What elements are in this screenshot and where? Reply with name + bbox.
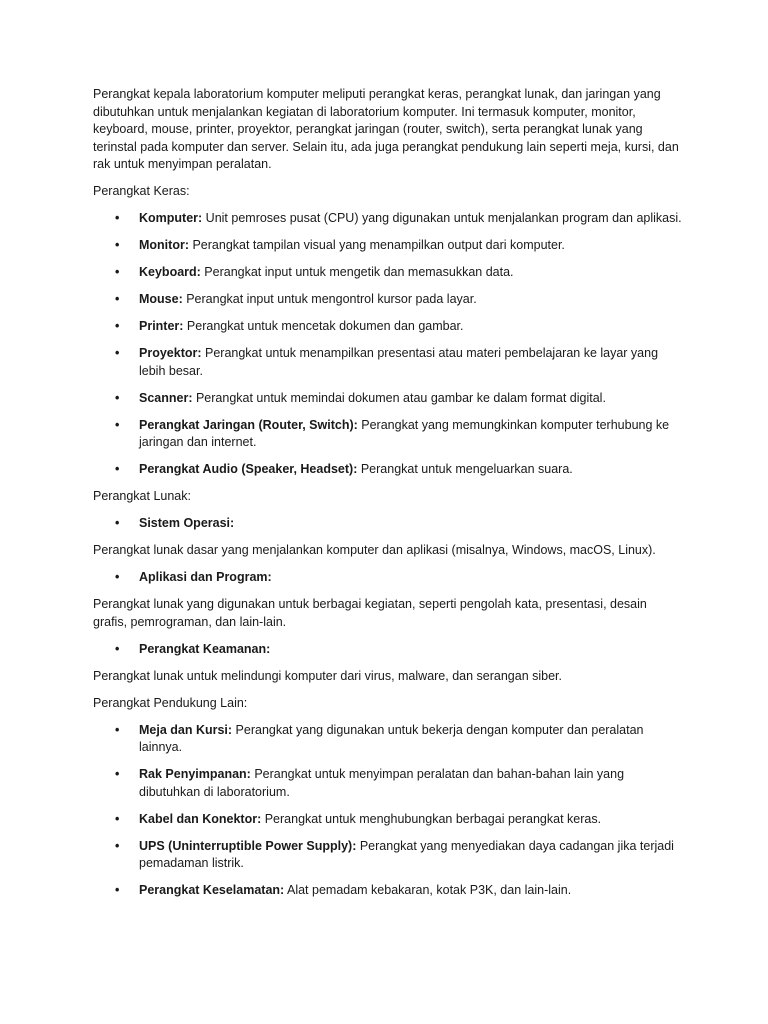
bullet-icon: • <box>115 570 120 584</box>
bullet-icon: • <box>115 238 120 252</box>
item-description: Perangkat yang menyediakan daya cadangan jika terjadi pemadaman listrik. <box>139 838 674 870</box>
item-description: Perangkat untuk menghubungkan berbagai perangkat keras. <box>261 811 602 826</box>
list-item <box>93 237 683 255</box>
support-list <box>93 722 683 900</box>
list-item <box>93 417 683 452</box>
item-term: Mouse: <box>139 292 183 306</box>
item-term: Perangkat Jaringan (Router, Switch): <box>139 417 358 432</box>
bullet-icon: • <box>115 641 120 656</box>
bullet-icon: • <box>115 319 120 333</box>
list-item <box>93 390 683 408</box>
bullet-icon: • <box>115 292 120 306</box>
list-item <box>93 641 683 659</box>
list-item <box>93 766 683 801</box>
bullet-icon: • <box>115 417 120 432</box>
list-item <box>93 882 683 900</box>
item-term: Printer: <box>139 319 184 333</box>
item-term: Scanner: <box>139 390 193 405</box>
list-item <box>93 515 683 533</box>
bullet-icon: • <box>115 390 120 405</box>
item-term: Keyboard: <box>139 265 201 279</box>
item-description: Perangkat untuk mengeluarkan suara. <box>357 462 573 476</box>
bullet-icon: • <box>115 883 120 897</box>
software-list-apps <box>93 569 683 587</box>
hardware-heading: Perangkat Keras: <box>93 184 190 198</box>
item-term: Rak Penyimpanan: <box>139 767 251 781</box>
item-term: Perangkat Keselamatan: <box>139 883 285 897</box>
software-paragraph: Perangkat lunak dasar yang menjalankan komputer dan aplikasi (misalnya, Windows, macOS, Linux). <box>93 543 656 557</box>
intro-paragraph: Perangkat kepala laboratorium komputer meliputi perangkat keras, perangkat lunak, dan jaringan yang dibutuhkan untuk menjalankan kegiatan di laboratorium komputer. Ini termasuk komputer, monitor, keyboard, mouse, printer, proyektor, perangkat jaringan (router, switch), serta perangkat lunak yang terinstal pada komputer dan server. Selain itu, ada juga perangkat pendukung lain seperti meja, kursi, dan rak untuk menyimpan peralatan. <box>93 87 679 171</box>
bullet-icon: • <box>115 462 120 476</box>
item-term: Meja dan Kursi: <box>139 722 233 737</box>
list-item <box>93 264 683 282</box>
software-list-os <box>93 515 683 533</box>
software-paragraph: Perangkat lunak untuk melindungi komputer dari virus, malware, dan serangan siber. <box>93 668 563 683</box>
bullet-icon: • <box>115 722 120 737</box>
item-term: UPS (Uninterruptible Power Supply): <box>139 838 357 853</box>
software-heading: Perangkat Lunak: <box>93 489 191 503</box>
list-item <box>93 569 683 587</box>
item-description: Perangkat input untuk mengetik dan memasukkan data. <box>200 265 514 279</box>
list-item <box>93 291 683 309</box>
item-term: Sistem Operasi: <box>139 516 235 530</box>
list-item <box>93 318 683 336</box>
item-description: Perangkat yang digunakan untuk bekerja dengan komputer dan peralatan lainnya. <box>139 722 644 754</box>
item-description: Perangkat yang memungkinkan komputer terhubung ke jaringan dan internet. <box>139 417 670 449</box>
bullet-icon: • <box>115 211 120 225</box>
bullet-icon: • <box>115 811 120 826</box>
item-description: Perangkat tampilan visual yang menampilkan output dari komputer. <box>188 238 565 252</box>
item-term: Komputer: <box>139 211 203 225</box>
bullet-icon: • <box>115 346 120 360</box>
document-page <box>93 86 683 909</box>
list-item <box>93 722 683 757</box>
item-description: Perangkat untuk mencetak dokumen dan gambar. <box>183 319 464 333</box>
bullet-icon: • <box>115 767 120 781</box>
list-item <box>93 811 683 829</box>
bullet-icon: • <box>115 265 120 279</box>
bullet-icon: • <box>115 516 120 530</box>
item-description: Perangkat untuk menyimpan peralatan dan bahan-bahan lain yang dibutuhkan di laboratorium. <box>139 767 625 799</box>
item-term: Kabel dan Konektor: <box>139 811 262 826</box>
software-paragraph: Perangkat lunak yang digunakan untuk berbagai kegiatan, seperti pengolah kata, presentasi, desain grafis, pemrograman, dan lain-lain. <box>93 597 647 629</box>
item-description: Perangkat input untuk mengontrol kursor pada layar. <box>182 292 477 306</box>
item-description: Alat pemadam kebakaran, kotak P3K, dan lain-lain. <box>284 883 572 897</box>
bullet-icon: • <box>115 838 120 853</box>
list-item <box>93 461 683 479</box>
list-item <box>93 838 683 873</box>
list-item <box>93 345 683 380</box>
list-item <box>93 210 683 228</box>
support-heading: Perangkat Pendukung Lain: <box>93 695 248 710</box>
software-list-security <box>93 641 683 659</box>
item-description: Perangkat untuk menampilkan presentasi atau materi pembelajaran ke layar yang lebih besar. <box>139 346 659 378</box>
item-term: Monitor: <box>139 238 189 252</box>
hardware-list <box>93 210 683 479</box>
item-description: Perangkat untuk memindai dokumen atau gambar ke dalam format digital. <box>192 390 606 405</box>
item-term: Perangkat Audio (Speaker, Headset): <box>139 462 358 476</box>
item-term: Proyektor: <box>139 346 202 360</box>
item-term: Aplikasi dan Program: <box>139 570 272 584</box>
item-term: Perangkat Keamanan: <box>139 641 271 656</box>
item-description: Unit pemroses pusat (CPU) yang digunakan untuk menjalankan program dan aplikasi. <box>202 211 682 225</box>
